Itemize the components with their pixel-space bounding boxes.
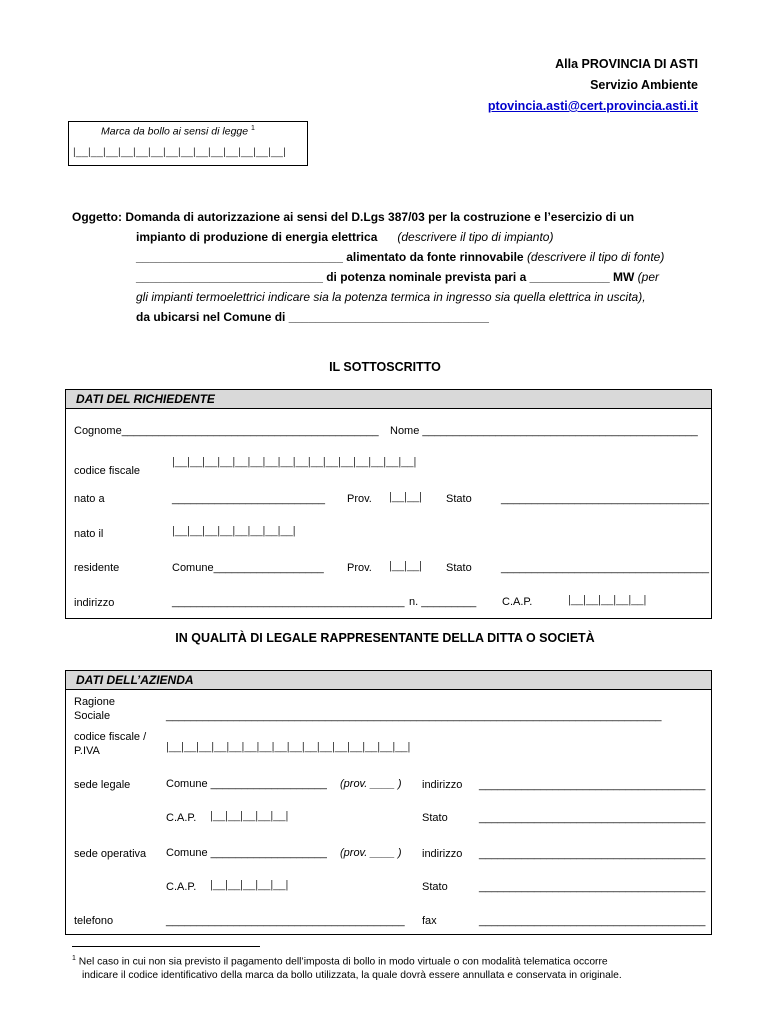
stamp-code-field[interactable]: |__|__|__|__|__|__|__|__|__|__|__|__|__|__| — [73, 146, 287, 158]
sede-operativa-label: sede operativa — [74, 848, 147, 860]
sede-operativa-cap-label: C.A.P. — [166, 881, 197, 893]
qualita-title: IN QUALITÀ DI LEGALE RAPPRESENTANTE DELLA DITTA O SOCIETÀ — [175, 631, 595, 645]
oggetto-line-4: ____________________________ di potenza nominale prevista pari a ____________ MW (per — [136, 270, 660, 284]
service-name: Servizio Ambiente — [590, 78, 698, 92]
oggetto-line-2: impianto di produzione di energia elettrica (descrivere il tipo di impianto) — [136, 230, 554, 244]
sede-legale-indirizzo-field[interactable]: _____________________________________ — [479, 779, 706, 791]
cognome-field[interactable]: Cognome__________________________________________ — [74, 425, 379, 437]
nato-il-field[interactable]: |__|__|__|__|__|__|__|__| — [172, 525, 296, 537]
footnote-line-1: $^1$ Nel caso in cui non sia previsto il pagamento dell’imposta di bollo in modo virtuale o con modalità telematica occorre — [72, 955, 608, 968]
nato-a-field[interactable]: _________________________ — [172, 493, 325, 505]
telefono-label: telefono — [74, 915, 114, 927]
recipient: Alla PROVINCIA DI ASTI — [555, 57, 698, 71]
fax-label: fax — [422, 915, 437, 927]
ragione-sociale-field[interactable]: _________________________________________________________________________________ — [166, 710, 662, 722]
sede-legale-stato-field[interactable]: _____________________________________ — [479, 812, 706, 824]
oggetto-line-5: gli impianti termoelettrici indicare sia la potenza termica in ingresso sia quella elettrica in uscita), — [136, 290, 646, 304]
azienda-heading: DATI DELL’AZIENDA — [66, 671, 711, 690]
nato-a-label: nato a — [74, 493, 105, 505]
sede-legale-cap-field[interactable]: |__|__|__|__|__| — [210, 810, 289, 822]
sede-operativa-comune-field[interactable]: Comune ___________________ — [166, 847, 327, 859]
sede-operativa-indirizzo-field[interactable]: _____________________________________ — [479, 848, 706, 860]
cf-piva-label-1: codice fiscale / — [74, 731, 147, 743]
sede-legale-label: sede legale — [74, 779, 131, 791]
cf-piva-field[interactable]: |__|__|__|__|__|__|__|__|__|__|__|__|__|__|__|__| — [166, 741, 411, 753]
oggetto-line-3: _______________________________ alimentato da fonte rinnovabile (descrivere il tipo di fonte) — [136, 250, 665, 264]
telefono-field[interactable]: _______________________________________ — [166, 915, 405, 927]
footnote-divider — [72, 946, 260, 947]
prov-field[interactable]: |__|__| — [389, 491, 423, 503]
stato-label: Stato — [446, 493, 472, 505]
prov2-label: Prov. — [347, 562, 372, 574]
sede-operativa-stato-field[interactable]: _____________________________________ — [479, 881, 706, 893]
sede-operativa-indirizzo-label: indirizzo — [422, 848, 463, 860]
prov-label: Prov. — [347, 493, 372, 505]
sede-operativa-prov-field[interactable]: (prov. ____ ) — [340, 847, 402, 859]
prov2-field[interactable]: |__|__| — [389, 560, 423, 572]
sottoscritto-title: IL SOTTOSCRITTO — [329, 360, 441, 374]
stamp-label: Marca da bollo ai sensi di legge $^1$ — [101, 125, 255, 138]
cap-label: C.A.P. — [502, 596, 533, 608]
cf-piva-label-2: P.IVA — [74, 745, 100, 757]
indirizzo-label: indirizzo — [74, 597, 115, 609]
stamp-box — [68, 121, 308, 166]
fax-field[interactable]: _____________________________________ — [479, 915, 706, 927]
sede-legale-indirizzo-label: indirizzo — [422, 779, 463, 791]
footnote-line-2: indicare il codice identificativo della marca da bollo utilizzata, la quale dovrà essere annullata e conservata in originale. — [82, 970, 622, 982]
recipient-block — [488, 54, 698, 117]
pec-email-link[interactable]: ptovincia.asti@cert.provincia.asti.it — [487, 99, 698, 113]
ragione-label-2: Sociale — [74, 710, 111, 722]
stato2-label: Stato — [446, 562, 472, 574]
nome-field[interactable]: Nome _____________________________________________ — [390, 425, 698, 437]
codice-fiscale-label: codice fiscale — [74, 465, 141, 477]
sede-legale-prov-field[interactable]: (prov. ____ ) — [340, 778, 402, 790]
azienda-box — [65, 670, 712, 935]
nato-il-label: nato il — [74, 528, 104, 540]
stato-field[interactable]: __________________________________ — [501, 493, 710, 505]
footnote — [72, 952, 712, 983]
sede-operativa-stato-label: Stato — [422, 881, 448, 893]
residente-label: residente — [74, 562, 120, 574]
oggetto-line-1: Oggetto: Domanda di autorizzazione ai sensi del D.Lgs 387/03 per la costruzione e l’esercizio di un — [72, 210, 635, 224]
richiedente-heading: DATI DEL RICHIEDENTE — [66, 390, 711, 409]
indirizzo-field[interactable]: ______________________________________ — [172, 596, 405, 608]
sede-legale-comune-field[interactable]: Comune ___________________ — [166, 778, 327, 790]
sede-legale-stato-label: Stato — [422, 812, 448, 824]
residente-comune-field[interactable]: Comune__________________ — [172, 562, 324, 574]
ragione-label-1: Ragione — [74, 696, 115, 708]
civico-field[interactable]: n. _________ — [409, 596, 477, 608]
codice-fiscale-field[interactable]: |__|__|__|__|__|__|__|__|__|__|__|__|__|__|__|__| — [172, 456, 417, 468]
cap-field[interactable]: |__|__|__|__|__| — [568, 594, 647, 606]
stato2-field[interactable]: __________________________________ — [501, 562, 710, 574]
sede-legale-cap-label: C.A.P. — [166, 812, 197, 824]
richiedente-box — [65, 389, 712, 619]
sede-operativa-cap-field[interactable]: |__|__|__|__|__| — [210, 879, 289, 891]
oggetto-line-6: da ubicarsi nel Comune di ______________________________ — [136, 310, 489, 324]
